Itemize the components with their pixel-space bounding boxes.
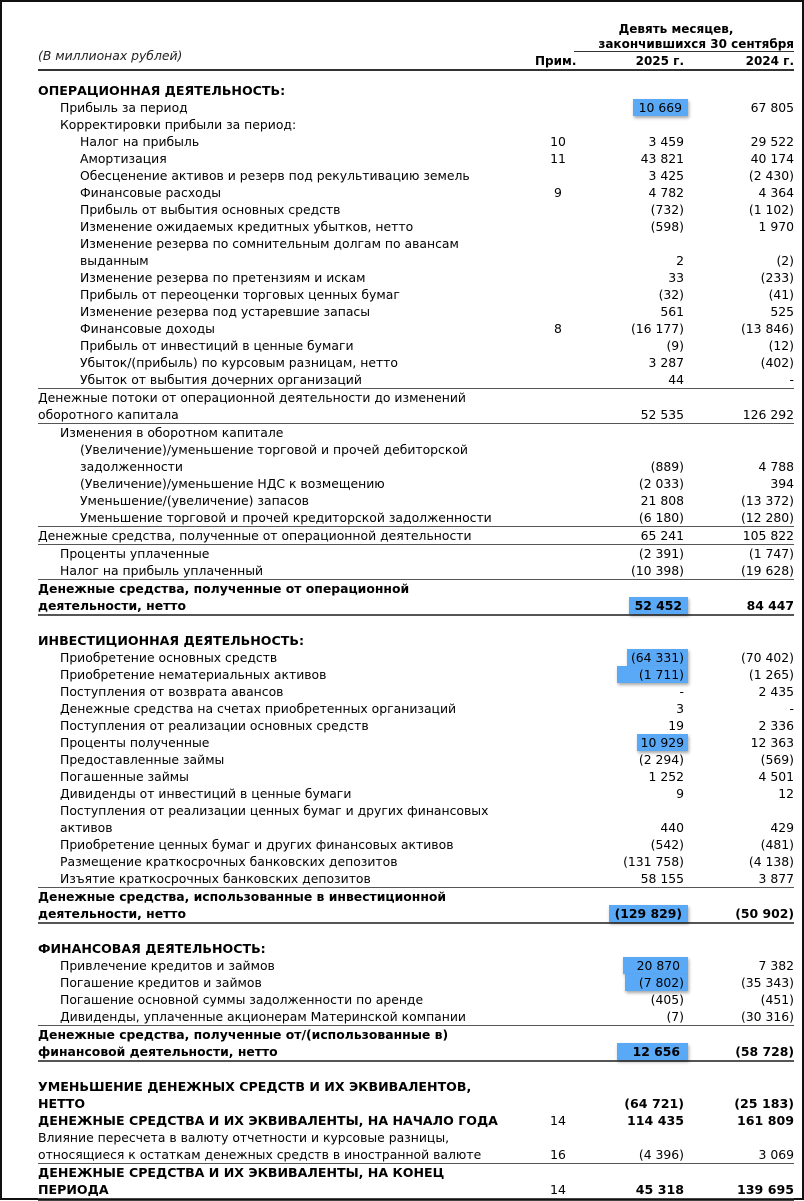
column-header-2025: 2025 г. <box>635 54 684 68</box>
table-row: Размещение краткосрочных банковских депозитов (131 758) (4 138) <box>60 854 794 869</box>
highlight-marker: 52 452 <box>629 597 688 614</box>
highlight-marker: (129 829) <box>609 905 688 922</box>
table-row: Поступления от реализации основных средств 19 2 336 <box>60 718 794 733</box>
highlight-marker: (7 802) <box>625 974 688 991</box>
beginning-balance-row: ДЕНЕЖНЫЕ СРЕДСТВА И ИХ ЭКВИВАЛЕНТЫ, НА НАЧАЛО ГОДА 14 114 435 161 809 <box>38 1113 794 1128</box>
table-row: Дивиденды от инвестиций в ценные бумаги 9 12 <box>60 786 794 801</box>
fx-effect-row: Влияние пересчета в валюту отчетности и курсовые разницы, относящиеся к остаткам денежных средств в иностранной валюте 16 (4 396) 3 069 <box>38 1130 794 1162</box>
table-row: (Увеличение)/уменьшение НДС к возмещению (2 033) 394 <box>80 476 794 491</box>
table-row: Изменение резерва по сомнительным долгам по авансам выданным 2 (2) <box>80 236 794 268</box>
table-row: Финансовые доходы 8 (16 177) (13 846) <box>80 321 794 336</box>
highlight-marker: (64 331) <box>627 649 688 666</box>
column-header-2024: 2024 г. <box>745 54 794 68</box>
table-row: Уменьшение торговой и прочей кредиторской задолженности (6 180) (12 280) <box>38 509 794 527</box>
highlight-marker: (1 711) <box>617 666 688 683</box>
table-row: Приобретение основных средств (64 331) (70 402) <box>60 650 794 665</box>
table-header <box>38 22 794 70</box>
section-title-financing: ФИНАНСОВАЯ ДЕЯТЕЛЬНОСТЬ: <box>38 941 266 956</box>
column-header-note: Прим. <box>535 54 577 68</box>
section-title-investing: ИНВЕСТИЦИОННАЯ ДЕЯТЕЛЬНОСТЬ: <box>38 633 304 648</box>
table-row: Прибыль от инвестиций в ценные бумаги (9) (12) <box>80 338 794 353</box>
table-row: Поступления от реализации ценных бумаг и других финансовых активов 440 429 <box>60 803 794 835</box>
table-row: Изменение ожидаемых кредитных убытков, нетто (598) 1 970 <box>80 219 794 234</box>
total-row-investing: Денежные средства, использованные в инвестиционной деятельности, нетто (129 829) (50 902) <box>38 888 794 924</box>
period-label-line1: Девять месяцев, <box>618 22 734 36</box>
total-row-operating: Денежные средства, полученные от операционной деятельности, нетто 52 452 84 447 <box>38 580 794 616</box>
table-row: Налог на прибыль уплаченный (10 398) (19 628) <box>38 562 794 580</box>
table-row: Погашение кредитов и займов (7 802) (35 343) <box>60 975 794 990</box>
table-row: Поступления от возврата авансов - 2 435 <box>60 684 794 699</box>
units-label: (В миллионах рублей) <box>38 48 183 63</box>
table-row: Амортизация 11 43 821 40 174 <box>80 151 794 166</box>
table-row: Прибыль за период 10 669 67 805 <box>60 100 794 115</box>
table-row: Приобретение ценных бумаг и других финансовых активов (542) (481) <box>60 837 794 852</box>
table-row: Предоставленные займы (2 294) (569) <box>60 752 794 767</box>
highlight-marker: 10 669 <box>633 99 688 116</box>
table-row: Уменьшение/(увеличение) запасов 21 808 (13 372) <box>80 493 794 508</box>
table-row: Прибыль от выбытия основных средств (732) (1 102) <box>80 202 794 217</box>
highlight-marker: 12 656 <box>617 1043 688 1060</box>
table-row: Изменение резерва по претензиям и искам 33 (233) <box>80 270 794 285</box>
period-label-line2: закончившихся 30 сентября <box>574 37 794 52</box>
subtotal-row: Денежные средства, полученные от операционной деятельности 65 241 105 822 <box>38 528 794 543</box>
table-row: Прибыль от переоценки торговых ценных бумаг (32) (41) <box>80 287 794 302</box>
table-row: Дивиденды, уплаченные акционерам Материнской компании (7) (30 316) <box>38 1008 794 1026</box>
section-title-operating: ОПЕРАЦИОННАЯ ДЕЯТЕЛЬНОСТЬ: <box>38 83 286 98</box>
table-row: Погашенные займы 1 252 4 501 <box>60 769 794 784</box>
table-row: Финансовые расходы 9 4 782 4 364 <box>80 185 794 200</box>
subsection-title: Корректировки прибыли за период: <box>60 117 297 132</box>
table-row: Изъятие краткосрочных банковских депозитов 58 155 3 877 <box>38 870 794 888</box>
ending-balance-row: ДЕНЕЖНЫЕ СРЕДСТВА И ИХ ЭКВИВАЛЕНТЫ, НА КОНЕЦ ПЕРИОДА 14 45 318 139 695 <box>38 1164 794 1201</box>
highlight-marker: 10 929 <box>637 734 688 751</box>
table-row: Проценты полученные 10 929 12 363 <box>60 735 794 750</box>
table-row: Налог на прибыль 10 3 459 29 522 <box>80 134 794 149</box>
cash-flow-statement <box>38 82 794 1201</box>
total-row-financing: Денежные средства, полученные от/(использованные в) финансовой деятельности, нетто 12 656 (58 728) <box>38 1026 794 1062</box>
table-row: Убыток от выбытия дочерних организаций 44 - <box>38 371 794 389</box>
highlight-marker: 20 870 <box>623 957 688 974</box>
header-divider <box>38 69 794 71</box>
subsection-title: Изменения в оборотном капитале <box>60 425 284 440</box>
subtotal-row: Денежные потоки от операционной деятельности до изменений оборотного капитала 52 535 126 292 <box>38 390 794 422</box>
table-row: Денежные средства на счетах приобретенных организаций 3 - <box>60 701 794 716</box>
table-row: Привлечение кредитов и займов 20 870 7 382 <box>60 958 794 973</box>
net-decrease-row: УМЕНЬШЕНИЕ ДЕНЕЖНЫХ СРЕДСТВ И ИХ ЭКВИВАЛЕНТОВ, НЕТТО (64 721) (25 183) <box>38 1079 794 1111</box>
table-row: (Увеличение)/уменьшение торговой и прочей дебиторской задолженности (889) 4 788 <box>80 442 794 474</box>
table-row: Обесценение активов и резерв под рекультивацию земель 3 425 (2 430) <box>80 168 794 183</box>
table-row: Проценты уплаченные (2 391) (1 747) <box>60 546 794 561</box>
table-row: Изменение резерва под устаревшие запасы 561 525 <box>80 304 794 319</box>
table-row: Убыток/(прибыль) по курсовым разницам, нетто 3 287 (402) <box>80 355 794 370</box>
table-row: Приобретение нематериальных активов (1 711) (1 265) <box>60 667 794 682</box>
table-row: Погашение основной суммы задолженности по аренде (405) (451) <box>60 992 794 1007</box>
